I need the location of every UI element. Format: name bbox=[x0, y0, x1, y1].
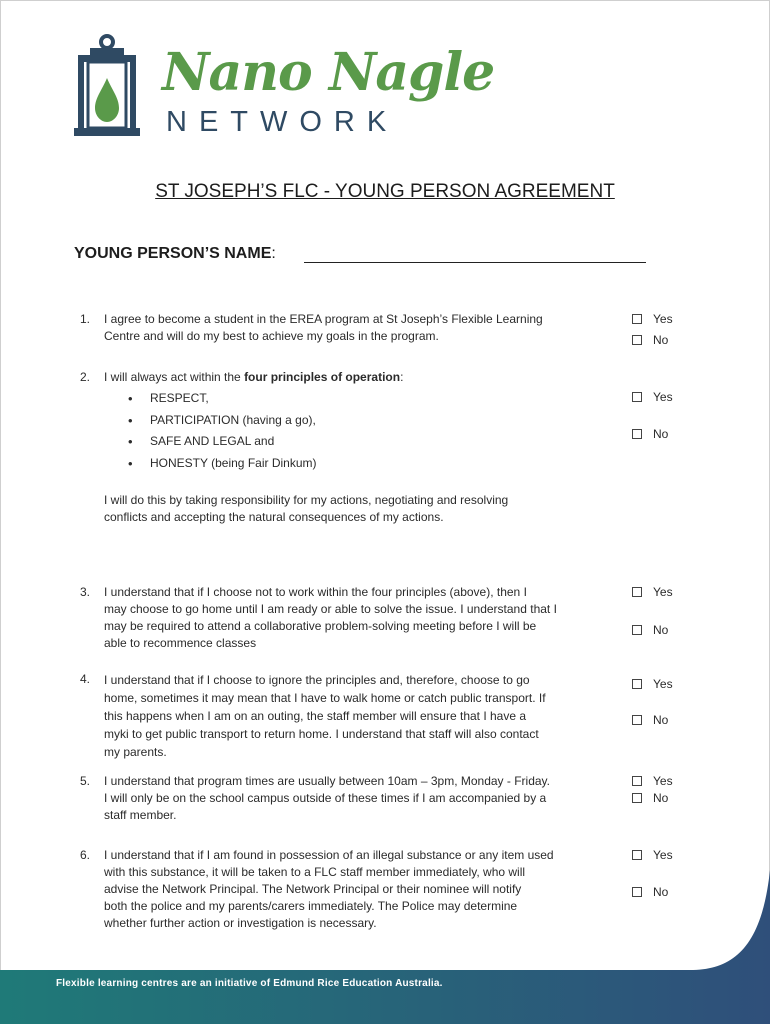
item-5-yes-checkbox[interactable]: Yes bbox=[632, 773, 673, 789]
item-5-no-checkbox[interactable]: No bbox=[632, 790, 668, 806]
item-number: 6. bbox=[80, 848, 91, 862]
checkbox-icon bbox=[632, 679, 642, 689]
item-4-no-checkbox[interactable]: No bbox=[632, 712, 668, 728]
item-4-yes-checkbox[interactable]: Yes bbox=[632, 676, 673, 692]
brand-network: NETWORK bbox=[166, 106, 399, 138]
item-number: 2. bbox=[80, 370, 91, 384]
item-number: 3. bbox=[80, 585, 91, 599]
checkbox-icon bbox=[632, 429, 642, 439]
item-6-yes-checkbox[interactable]: Yes bbox=[632, 847, 673, 863]
list-item: • RESPECT, bbox=[126, 390, 317, 412]
item-text: I understand that if I choose not to work within the four principles (above), then I may choose to go home until I am ready or able to solve the issue. I understand that I may be required to attend a collaborative problem-solving meeting before I will be able to recommence classes bbox=[104, 585, 557, 650]
item-2-no-checkbox[interactable]: No bbox=[632, 426, 668, 442]
checkbox-icon bbox=[632, 587, 642, 597]
footer-text: Flexible learning centres are an initiative of Edmund Rice Education Australia. bbox=[56, 978, 443, 989]
checkbox-icon bbox=[632, 850, 642, 860]
item-text: I agree to become a student in the EREA program at St Joseph’s Flexible Learning Centre and will do my best to achieve my goals in the program. bbox=[104, 312, 543, 343]
item-text: I will do this by taking responsibility for my actions, negotiating and resolving conflicts and accepting the natural consequences of my actions. bbox=[104, 493, 509, 524]
item-3-no-checkbox[interactable]: No bbox=[632, 622, 668, 638]
item-number: 1. bbox=[80, 312, 91, 326]
list-item: • HONESTY (being Fair Dinkum) bbox=[126, 455, 317, 477]
checkbox-icon bbox=[632, 793, 642, 803]
item-2-yes-checkbox[interactable]: Yes bbox=[632, 389, 673, 405]
item-text: I understand that if I choose to ignore the principles and, therefore, choose to go home, sometimes it may mean that I have to walk home or catch public transport. If this happens when I am on an outing, the staff member will ensure that I have a myki to get public transport to return home. I understand that staff will also contact my parents. bbox=[104, 673, 546, 759]
nano-nagle-logo bbox=[72, 34, 502, 144]
principles-list bbox=[126, 390, 317, 476]
item-1-no-checkbox[interactable]: No bbox=[632, 332, 668, 348]
item-number: 4. bbox=[80, 672, 91, 686]
list-item: • SAFE AND LEGAL and bbox=[126, 433, 317, 455]
brand-script: Nano Nagle bbox=[162, 42, 495, 103]
checkbox-icon bbox=[632, 776, 642, 786]
footer-wave bbox=[0, 870, 770, 1024]
item-text: I understand that program times are usually between 10am – 3pm, Monday - Friday. I will only be on the school campus outside of these times if I am accompanied by a staff member. bbox=[104, 774, 550, 822]
name-label: YOUNG PERSON’S NAME: bbox=[74, 245, 276, 262]
checkbox-icon bbox=[632, 715, 642, 725]
item-6-no-checkbox[interactable]: No bbox=[632, 884, 668, 900]
name-input-line[interactable] bbox=[304, 262, 646, 263]
list-item: • PARTICIPATION (having a go), bbox=[126, 412, 317, 434]
checkbox-icon bbox=[632, 625, 642, 635]
checkbox-icon bbox=[632, 335, 642, 345]
checkbox-icon bbox=[632, 314, 642, 324]
footer-banner bbox=[0, 970, 770, 1024]
lantern-icon bbox=[72, 34, 142, 142]
item-text: I understand that if I am found in possession of an illegal substance or any item used with this substance, it will be taken to a FLC staff member immediately, who will advise the Network Principal. The Network Principal or their nominee will notify both the police and my parents/carers immediately. The Police may determine whether further action or investigation is necessary. bbox=[104, 848, 554, 930]
item-1-yes-checkbox[interactable]: Yes bbox=[632, 311, 673, 327]
document-title: ST JOSEPH’S FLC - YOUNG PERSON AGREEMENT bbox=[155, 181, 615, 202]
item-number: 5. bbox=[80, 774, 91, 788]
item-3-yes-checkbox[interactable]: Yes bbox=[632, 584, 673, 600]
checkbox-icon bbox=[632, 392, 642, 402]
item-text: I will always act within the four principles of operation: bbox=[104, 370, 404, 384]
